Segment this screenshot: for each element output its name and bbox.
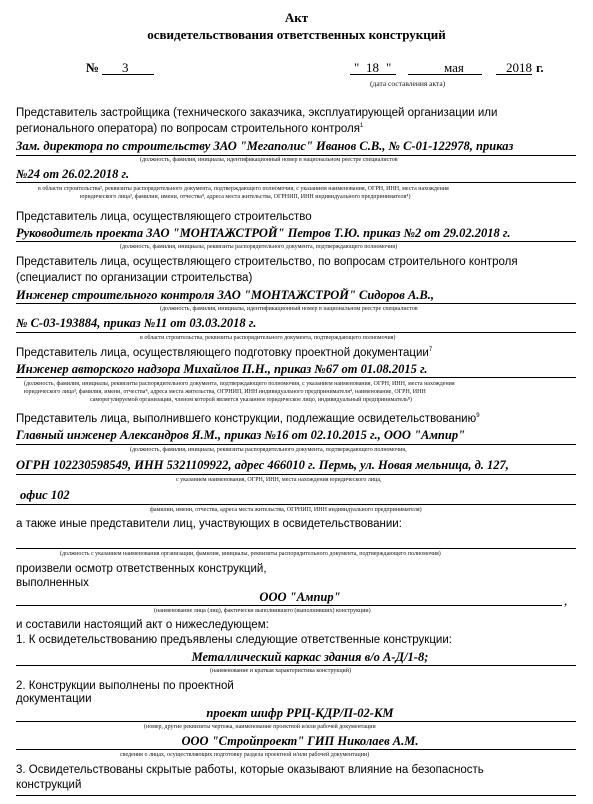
builder-control-value-2: № С-03-193884, приказ №11 от 03.03.2018 г. <box>16 316 257 330</box>
builder-control-note-2: в области строительства, реквизиты распорядительного документа, подтверждающего полномочия) <box>140 335 396 341</box>
builder-control-label-1: Представитель лица, осуществляющего строительство, по вопросам строительного контроля <box>16 256 518 268</box>
developer-note-2a: в области строительства², реквизиты распорядительного документа, подтверждающего полномочия, с указанием наименования, ОГРН, ИНН, места нахождения <box>38 186 449 192</box>
designer-note-c: саморегулируемой организации, членом которой является указанное юридическое лицо, индивидуальный предприниматель⁸) <box>90 397 412 403</box>
others-label: а также иные представители лиц, участвующих в освидетельствовании: <box>16 518 402 530</box>
item2-line-1 <box>16 721 576 722</box>
developer-line-1 <box>16 155 576 156</box>
act-number-prefix: № <box>86 60 100 75</box>
contractor-value-1: Главный инженер Александров Я.М., приказ №16 от 02.10.2015 г., ООО "Ампир" <box>16 428 466 442</box>
builder-control-line-2 <box>16 332 576 333</box>
date-note: (дата составления акта) <box>370 79 446 88</box>
act-intro: и составили настоящий акт о нижеследующем: <box>16 619 269 631</box>
item2-note-1: (номер, другие реквизиты чертежа, наименование проектной и/или рабочей документации <box>144 724 376 730</box>
others-line <box>16 548 576 549</box>
developer-value-2: №24 от 26.02.2018 г. <box>16 167 130 181</box>
date-quote-open: " <box>354 60 360 75</box>
date-year: 2018 <box>506 60 532 75</box>
designer-note-b: юридического лица³, фамилия, имени, отчества⁴, адреса места жительства, ОГРНИП, ИНН индивидуального предпринимателя⁴, наименование, ОГРН, ИНН <box>24 389 426 395</box>
developer-value-1: Зам. директора по строительству ЗАО "Мегаполис" Иванов С.В., № С-01-122978, приказ <box>16 139 514 153</box>
item2-label-2: документации <box>16 693 92 705</box>
builder-value: Руководитель проекта ЗАО "МОНТАЖСТРОЙ" Петров Т.Ю. приказ №2 от 29.02.2018 г. <box>16 226 511 240</box>
date-year-suffix: г. <box>536 60 544 75</box>
builder-line <box>16 241 576 242</box>
item2-value-2: ООО "Стройпроект" ГИП Николаев А.М. <box>181 734 419 748</box>
designer-value: Инженер авторского надзора Михайлов П.Н., приказ №67 от 01.08.2015 г. <box>16 362 428 376</box>
contractor-label: Представитель лица, выполнившего конструкции, подлежащие освидетельствованию$^9$ <box>16 413 480 425</box>
date-month: мая <box>444 60 464 75</box>
item3-label-1: 3. Освидетельствованы скрытые работы, которые оказывают влияние на безопасность <box>16 764 484 776</box>
builder-control-note-1: (должность, фамилия, инициалы, идентификационный номер в национальном реестре специалистов <box>160 306 418 312</box>
date-day-line <box>350 74 396 75</box>
inspection-comma: , <box>564 593 568 608</box>
contractor-line-2 <box>16 474 576 475</box>
document-subtitle: освидетельствования ответственных конструкций <box>147 27 446 42</box>
builder-label: Представитель лица, осуществляющего строительство <box>16 211 312 223</box>
item3-label-2: конструкций <box>16 779 82 791</box>
date-year-line <box>496 74 532 75</box>
developer-label-2: регионального оператора) по вопросам строительного контроля$^1$ <box>16 123 364 135</box>
developer-note-1: (должность, фамилия, инициалы, идентификационный номер в национальном реестре специалистов <box>140 157 398 163</box>
act-number: 3 <box>122 60 129 75</box>
inspection-label-2: выполненных <box>16 577 89 589</box>
builder-control-line-1 <box>16 303 576 304</box>
inspection-line <box>16 605 562 606</box>
date-day: 18 <box>366 60 379 75</box>
designer-note-a: (должность, фамилия, инициалы, реквизиты распорядительного документа, подтверждающего полномочия, с указанием наименования, ОГРН, ИНН, места нахождения <box>24 381 455 387</box>
contractor-value-2: ОГРН 102230598549, ИНН 5321109922, адрес 466010 г. Пермь, ул. Новая мельница, д. 127, <box>16 458 509 472</box>
contractor-note-2: с указанием наименования, ОГРН, ИНН, места нахождения юридического лица, <box>176 477 382 483</box>
item2-label-1: 2. Конструкции выполнены по проектной <box>16 680 234 692</box>
date-quote-close: " <box>386 60 392 75</box>
item1-note: (наименование и краткая характеристика конструкций) <box>210 668 351 674</box>
contractor-value-3: офис 102 <box>20 488 70 502</box>
inspection-value: ООО "Ампир" <box>259 590 341 604</box>
designer-label: Представитель лица, осуществляющего подготовку проектной документации$^7$ <box>16 347 433 359</box>
builder-control-label-2: (специалист по организации строительства) <box>16 272 253 284</box>
contractor-note-1: (должность, фамилия, инициалы, реквизиты распорядительного документа, подтверждающего полномочия, <box>130 447 407 453</box>
builder-control-value-1: Инженер строительного контроля ЗАО "МОНТАЖСТРОЙ" Сидоров А.В., <box>16 288 435 302</box>
others-note: (должность с указанием наименования организации, фамилия, инициалы, реквизиты распорядительного документа, подтверждающего полномочия) <box>60 551 441 557</box>
developer-line-2 <box>16 182 576 183</box>
inspection-note: (наименование лица (лиц), фактически выполнившего (выполнивших) конструкции) <box>154 608 371 614</box>
item1-value: Металлический каркас здания в/о А-Д/1-8; <box>191 650 429 664</box>
act-number-line <box>102 74 154 75</box>
inspection-label-1: произвели осмотр ответственных конструкций, <box>16 563 267 575</box>
developer-note-2b: юридического лица³, фамилии, имени, отчества⁴, адреса места жительства, ОГРНИП, ИНН индивидуального предпринимателя⁴) <box>80 194 411 200</box>
item3-line <box>16 795 576 796</box>
item2-value-1: проект шифр РРЦ-КДР/П-02-КМ <box>206 706 394 720</box>
item1-label: 1. К освидетельствованию предъявлены следующие ответственные конструкции: <box>16 634 452 646</box>
item2-note-2: сведения о лицах, осуществляющих подготовку раздела проектной и/или рабочей документации) <box>120 752 370 758</box>
item2-line-2 <box>16 749 576 750</box>
builder-note: (должность, фамилия, инициалы, реквизиты распорядительного документа, подтверждающего полномочия) <box>120 244 398 250</box>
contractor-line-1 <box>16 444 576 445</box>
developer-label-1: Представитель застройщика (технического заказчика, эксплуатирующей организации или <box>16 107 498 119</box>
document-title: Акт <box>284 10 309 25</box>
date-month-line <box>408 74 482 75</box>
designer-line <box>16 377 576 378</box>
item1-line <box>16 665 576 666</box>
contractor-note-3: фамилии, имени, отчества, адреса места жительства, ОГРНИП, ИНН индивидуального предпринимателя) <box>150 507 422 513</box>
contractor-line-3 <box>16 504 576 505</box>
